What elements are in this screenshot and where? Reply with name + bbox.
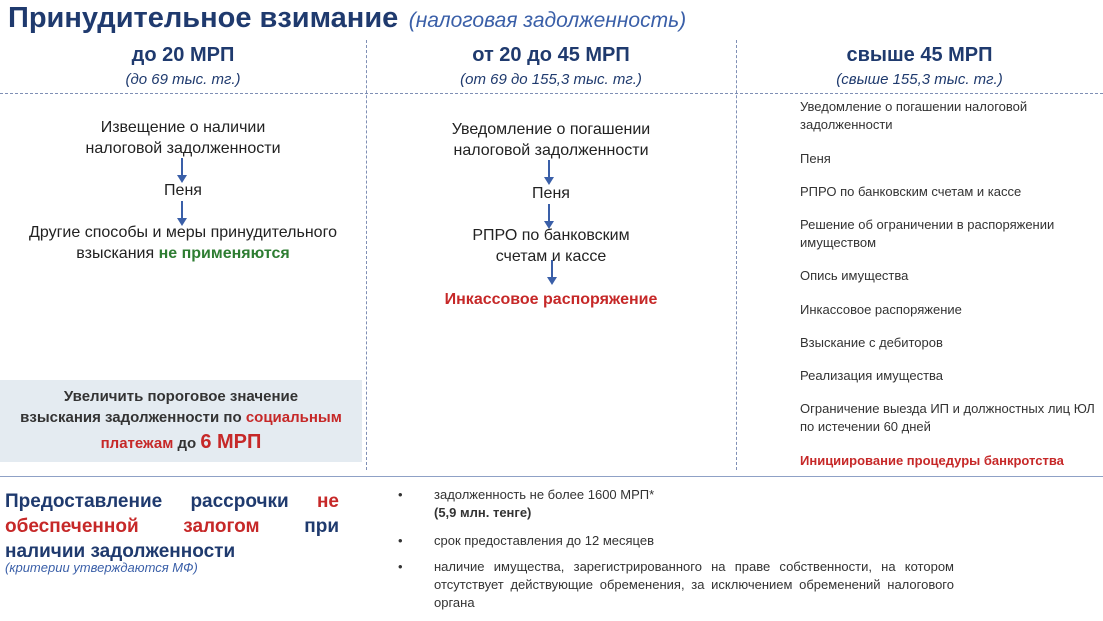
list-item: Пеня — [800, 151, 831, 166]
list-item: Взыскание с дебиторов — [800, 335, 943, 350]
col2-step-notification — [366, 119, 736, 161]
list-item: Ограничение выезда ИП и должностных лиц ЮЛ по истечении 60 дней — [800, 401, 1095, 434]
step-line: налоговой задолженности — [453, 142, 649, 159]
note-threshold-value: 6 МРП — [200, 431, 262, 453]
bullet-icon: • — [398, 533, 403, 548]
step-line: взыскания не применяются — [76, 245, 290, 262]
bullet-text: задолженность не более 1600 МРП* — [434, 487, 655, 502]
step-line: Извещение о наличии — [100, 119, 266, 136]
col2-step-collection-order: Инкассовое распоряжение — [444, 291, 658, 308]
note-payments-highlight: платежам — [100, 435, 174, 452]
column-header-subtitle: (от 69 до 155,3 тыс. тг.) — [460, 71, 642, 88]
list-item-bankruptcy: Инициирование процедуры банкротства — [800, 453, 1064, 468]
bullet-text: (5,9 млн. тенге) — [434, 505, 532, 520]
column-divider-2 — [736, 40, 737, 470]
col2-step-penalty: Пеня — [532, 185, 570, 202]
note-line: Увеличить пороговое значение — [63, 388, 299, 405]
step-line: Уведомление о погашении — [451, 121, 651, 138]
note-social-highlight: социальным — [245, 409, 342, 426]
list-item: Решение об ограничении в распоряжении имуществом — [800, 217, 1055, 250]
list-item: Реализация имущества — [800, 368, 944, 383]
note-line: взыскания задолженности по социальным — [20, 409, 342, 426]
step-line: счетам и кассе — [495, 248, 607, 265]
section-divider — [0, 476, 1103, 477]
col1-step-notice — [0, 117, 366, 159]
header-divider — [0, 93, 1103, 94]
list-item: Уведомление о погашении налоговой задолженности — [800, 99, 1028, 132]
bullet-text: наличие имущества, зарегистрированного на праве собственности, на котором отсутствует действующие обременения, за исключением обременений налогового органа — [434, 559, 954, 610]
note-line: платежам до 6 МРП — [100, 431, 262, 453]
bullet-icon: • — [398, 559, 403, 574]
column-header-title: до 20 МРП — [131, 44, 235, 66]
column-header-3 — [736, 44, 1103, 88]
column-header-2 — [366, 44, 736, 88]
installment-criteria-note: (критерии утверждаются МФ) — [5, 560, 198, 575]
bullet-text: срок предоставления до 12 месяцев — [434, 533, 654, 548]
step-line: налоговой задолженности — [85, 140, 281, 157]
column-header-title: от 20 до 45 МРП — [472, 44, 630, 66]
not-applied-highlight: не применяются — [158, 245, 290, 262]
col1-step-other-measures — [0, 222, 366, 264]
list-item: РПРО по банковским счетам и кассе — [800, 184, 1022, 199]
column-header-subtitle: (до 69 тыс. тг.) — [125, 71, 241, 88]
step-line: Другие способы и меры принудительного — [29, 224, 337, 241]
installment-heading: Предоставление рассрочки не обеспеченной залогом при наличии задолженности — [5, 491, 339, 562]
column-header-1 — [0, 44, 366, 88]
bullet-icon: • — [398, 487, 403, 502]
title-subtitle: (налоговая задолженность) — [408, 9, 687, 32]
installment-red-text: не обеспеченной залогом — [5, 491, 339, 537]
col1-step-penalty: Пеня — [164, 182, 202, 199]
proposal-note-box — [0, 380, 362, 462]
step-line: РПРО по банковским — [472, 227, 630, 244]
column-header-title: свыше 45 МРП — [846, 44, 993, 66]
title-main: Принудительное взимание — [8, 2, 399, 34]
list-item: Опись имущества — [800, 268, 909, 283]
column-header-subtitle: (свыше 155,3 тыс. тг.) — [836, 71, 1003, 88]
arrow-down-icon — [546, 260, 558, 286]
list-item: Инкассовое распоряжение — [800, 302, 962, 317]
page-title — [8, 2, 686, 35]
